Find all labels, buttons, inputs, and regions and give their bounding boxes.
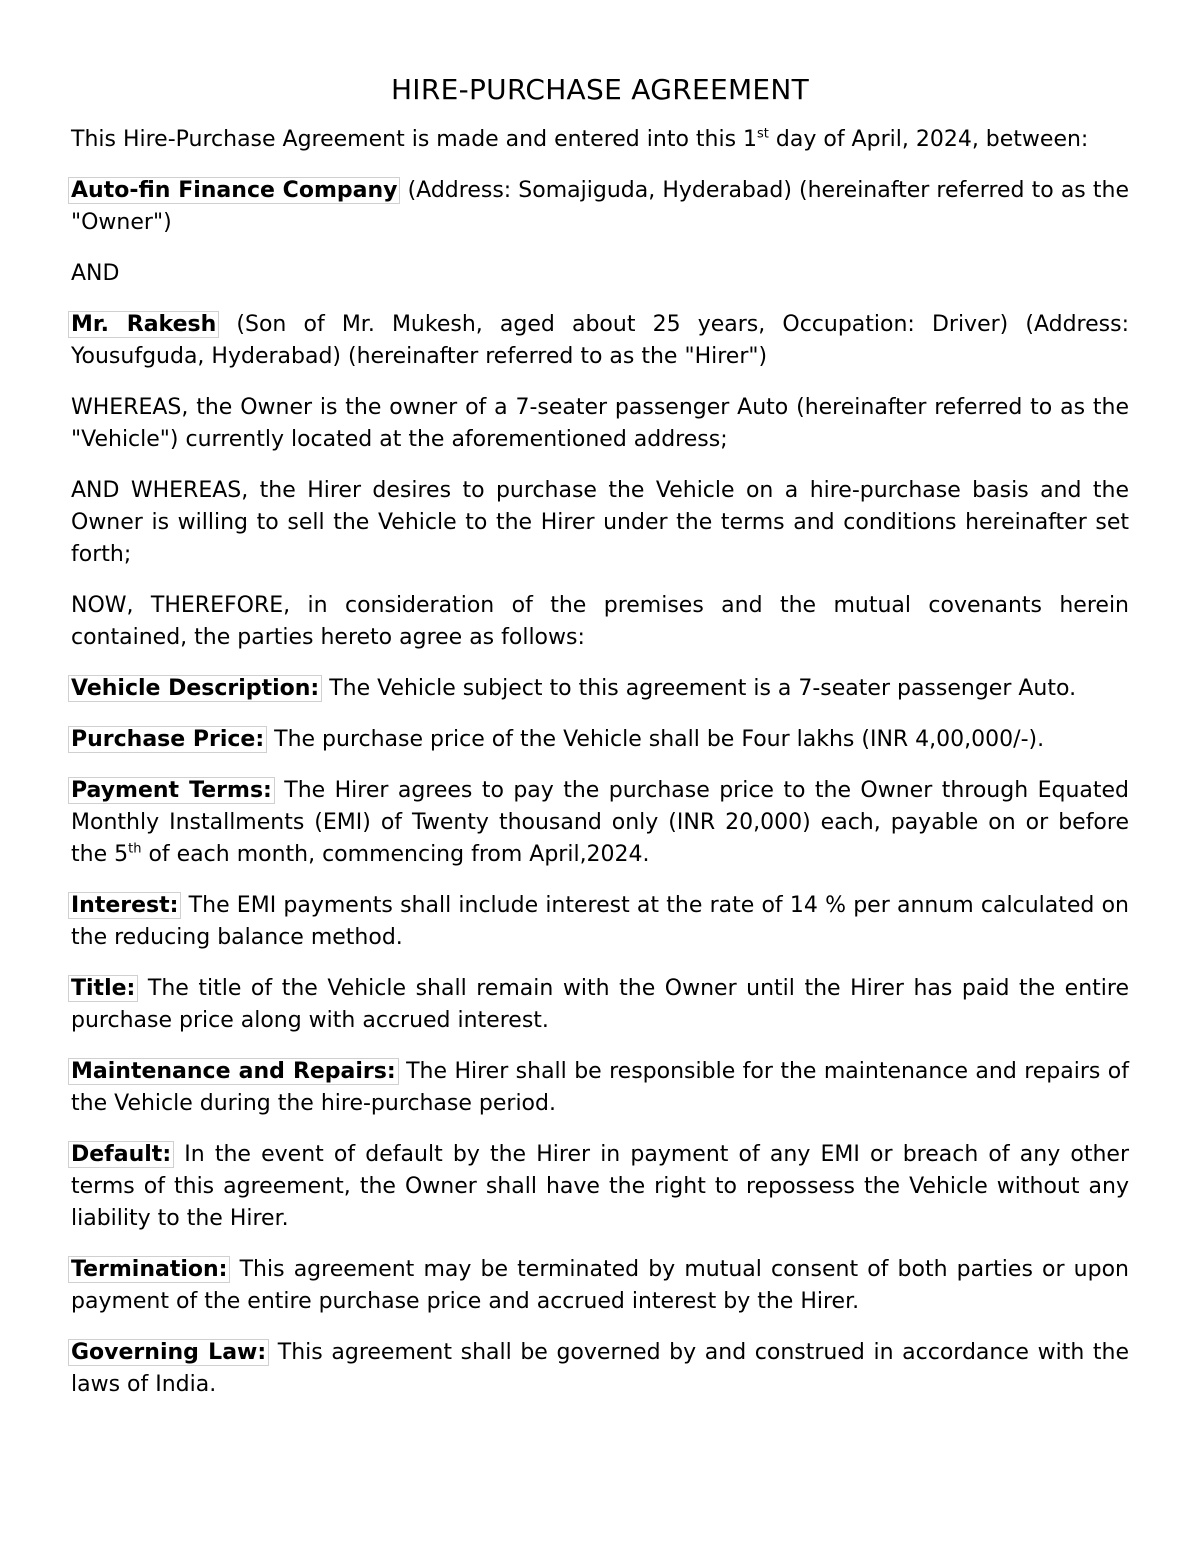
clause-text-end: of each month, commencing from April,2024.	[141, 842, 650, 867]
owner-details: (Address: Somajiguda, Hyderabad) (hereinafter referred to as the "Owner")	[71, 178, 1129, 235]
clause-term: Governing Law:	[68, 1339, 269, 1366]
document-title: HIRE-PURCHASE AGREEMENT	[390, 73, 810, 106]
owner-paragraph	[71, 175, 1129, 239]
hirer-paragraph	[71, 309, 1129, 373]
clause-term: Termination:	[68, 1256, 230, 1283]
clause-text: The Vehicle subject to this agreement is a 7-seater passenger Auto.	[322, 676, 1077, 701]
clause-text: The purchase price of the Vehicle shall be Four lakhs (INR 4,00,000/-).	[267, 727, 1045, 752]
clause-text: In the event of default by the Hirer in payment of any EMI or breach of any other terms of this agreement, the Owner shall have the right to repossess the Vehicle without any liability to the Hirer.	[71, 1142, 1129, 1231]
clause-term: Payment Terms:	[68, 777, 275, 804]
clause-interest	[71, 890, 1129, 954]
intro-ordinal-suffix: st	[757, 126, 769, 142]
clause-text: The EMI payments shall include interest at the rate of 14 % per annum calculated on the reducing balance method.	[71, 893, 1129, 950]
agreement-page	[71, 70, 1129, 1420]
clause-term: Maintenance and Repairs:	[68, 1058, 399, 1085]
clause-term: Title:	[68, 975, 138, 1002]
clause-text: This agreement may be terminated by mutual consent of both parties or upon payment of the entire purchase price and accrued interest by the Hirer.	[71, 1257, 1129, 1314]
clause-text: The title of the Vehicle shall remain with the Owner until the Hirer has paid the entire purchase price along with accrued interest.	[71, 976, 1129, 1033]
clause-governing-law	[71, 1337, 1129, 1401]
clause-text: The Hirer agrees to pay the purchase price to the Owner through Equated Monthly Installments (EMI) of Twenty thousand only (INR 20,000) each, payable on or before the 5	[71, 778, 1129, 867]
clause-term: Purchase Price:	[68, 726, 267, 753]
owner-name: Auto-fin Finance Company	[68, 177, 400, 204]
clause-purchase-price	[71, 724, 1129, 756]
clause-vehicle-description	[71, 673, 1129, 705]
hirer-details: (Son of Mr. Mukesh, aged about 25 years, Occupation: Driver) (Address: Yousufguda, Hyderabad) (hereinafter referred to as the "Hirer")	[71, 312, 1129, 369]
intro-text-end: day of April, 2024, between:	[768, 127, 1089, 152]
clause-text: The Hirer shall be responsible for the maintenance and repairs of the Vehicle during the hire-purchase period.	[71, 1059, 1129, 1116]
clause-payment-terms	[71, 775, 1129, 871]
clause-default	[71, 1139, 1129, 1235]
clause-term: Default:	[68, 1141, 174, 1168]
intro-paragraph	[71, 124, 1129, 156]
intro-text: This Hire-Purchase Agreement is made and entered into this 1	[71, 127, 758, 152]
clause-term: Interest:	[68, 892, 181, 919]
recital-now-therefore: NOW, THEREFORE, in consideration of the premises and the mutual covenants herein contained, the parties hereto agree as follows:	[71, 593, 1129, 650]
clause-maintenance	[71, 1056, 1129, 1120]
conjunction-paragraph: AND	[71, 261, 120, 286]
hirer-name: Mr. Rakesh	[68, 311, 219, 338]
clause-title	[71, 973, 1129, 1037]
recital-and-whereas: AND WHEREAS, the Hirer desires to purchase the Vehicle on a hire-purchase basis and the Owner is willing to sell the Vehicle to the Hirer under the terms and conditions hereinafter set forth;	[71, 478, 1129, 567]
clause-termination	[71, 1254, 1129, 1318]
clause-text: This agreement shall be governed by and construed in accordance with the laws of India.	[71, 1340, 1129, 1397]
clause-term: Vehicle Description:	[68, 675, 322, 702]
payment-ordinal-suffix: th	[128, 841, 142, 857]
recital-whereas: WHEREAS, the Owner is the owner of a 7-seater passenger Auto (hereinafter referred to as the "Vehicle") currently located at the aforementioned address;	[71, 395, 1129, 452]
